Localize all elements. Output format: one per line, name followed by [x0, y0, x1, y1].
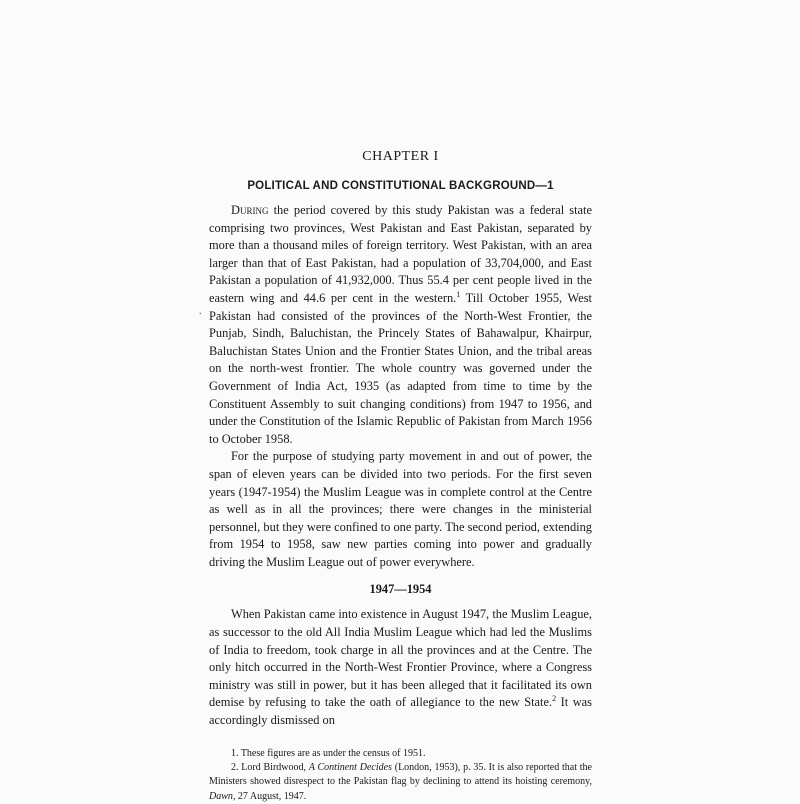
footnote-2-newspaper: Dawn — [209, 790, 233, 802]
footnotes — [209, 747, 592, 804]
paragraph-1-text-part-2: Till October 1955, West Pakistan had consisted of the provinces of the North-West Frontier, the Punjab, Sindh, Baluchistan, the Princely States of Bahawalpur, Khairpur, Baluchistan States Union and the Frontier States Union, and the tribal areas on the north-west frontier. The whole country was governed under the Government of India Act, 1935 (as adapted from time to time by the Constituent Assembly to suit changing conditions) from 1947 to 1956, and under the Constitution of the Islamic Republic of Pakistan from March 1956 to October 1958. — [209, 290, 593, 446]
footnote-2-citation: (London, 1953), p. 35. It is also reported that the Ministers showed disrespect to the Pakistan flag by declining to attend its hoisting ceremony, — [209, 762, 592, 788]
chapter-label: CHAPTER I — [362, 149, 439, 164]
paragraph-1-text-part-1: the period covered by this study Pakistan was a federal state comprising two provinces, West Pakistan and East Pakistan, separated by more than a thousand miles of foreign territory. West Pakistan, with an area larger than that of East Pakistan, had a population of 33,704,000, and East Pakistan a population of 41,932,000. Thus 55.4 per cent people lived in the eastern wing and 44.6 per cent in the western. — [209, 203, 592, 305]
paragraph-1-opening-word: During — [231, 203, 269, 217]
margin-mark: . — [199, 306, 202, 317]
footnote-ref-2: 2 — [552, 694, 557, 704]
footnote-2-author: 2. Lord Birdwood, — [231, 762, 309, 774]
footnote-2-date: , 27 August, 1947. — [232, 790, 307, 802]
footnote-2 — [209, 761, 592, 804]
footnote-ref-1: 1 — [456, 289, 461, 299]
footnote-1: 1. These figures are as under the census of 1951. — [231, 747, 426, 759]
paragraph-2: For the purpose of studying party movement in and out of power, the span of eleven years can be divided into two periods. For the first seven years (1947-1954) the Muslim League was in complete control at the Centre as well as in all the provinces; there were changes in the ministerial personnel, but they were confined to one party. The second period, extending from 1954 to 1958, saw new parties coming into power and gradually driving the Muslim League out of power everywhere. — [209, 449, 592, 569]
section-heading: 1947—1954 — [369, 582, 432, 597]
page-text-block — [209, 140, 592, 804]
paragraph-3 — [209, 606, 592, 729]
paragraph-1 — [209, 202, 592, 448]
paragraph-3-text-part-1: When Pakistan came into existence in August 1947, the Muslim League, as successor to the old All India Muslim League which had led the Muslims of India to freedom, took charge in all the provinces and at the Centre. The only hitch occurred in the North-West Frontier Province, where a Congress ministry was still in power, but it has been alleged that it facilitated its own demise by refusing to take the oath of allegiance to the new State. — [209, 607, 592, 710]
paragraph-3-text-part-2: It was accordingly dismissed on — [209, 695, 592, 728]
chapter-title: POLITICAL AND CONSTITUTIONAL BACKGROUND—1 — [247, 180, 554, 192]
footnote-2-book-title: A Continent Decides — [308, 762, 392, 774]
